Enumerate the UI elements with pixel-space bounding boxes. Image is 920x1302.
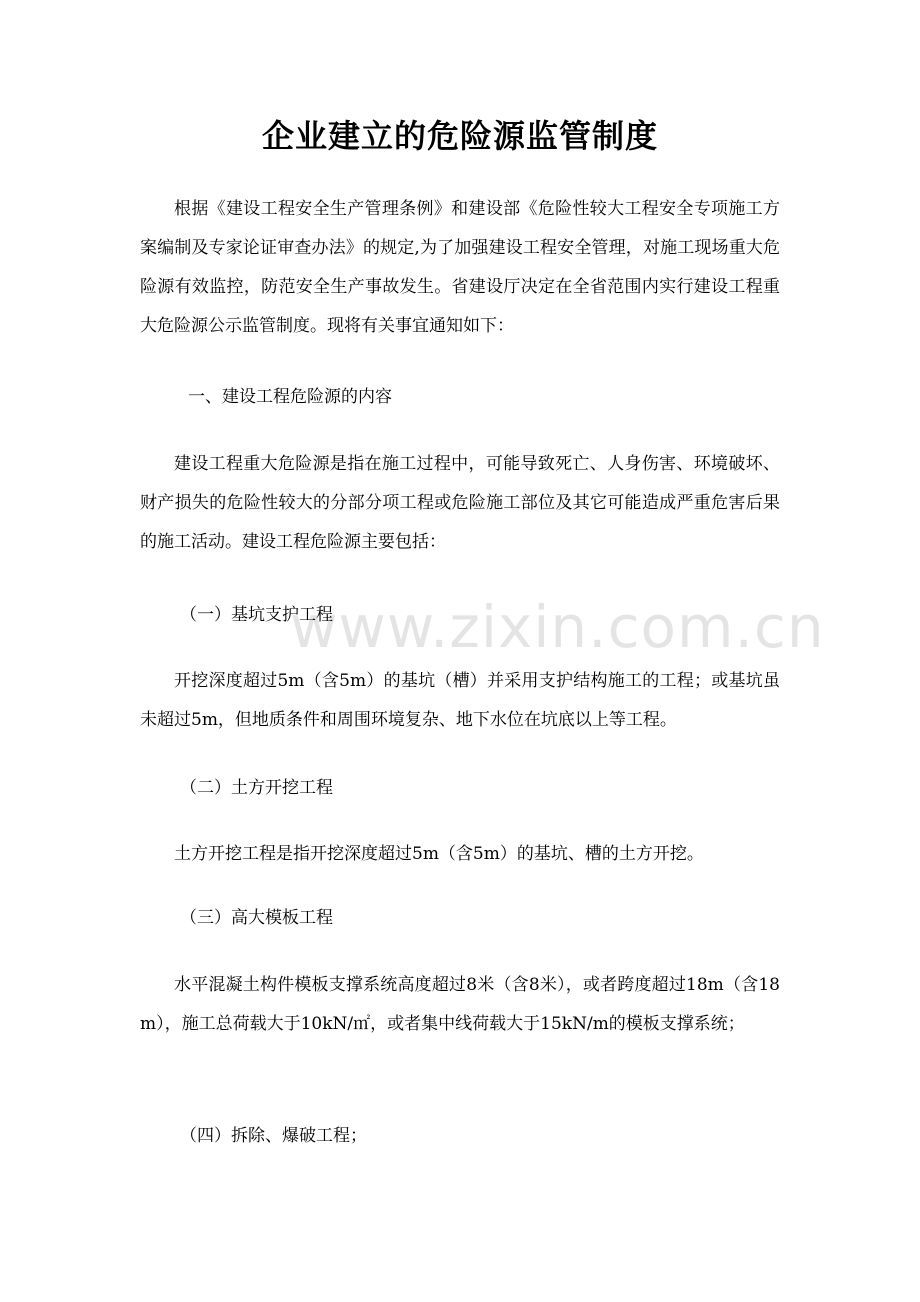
item-2-paragraph: 土方开挖工程是指开挖深度超过5m（含5m）的基坑、槽的土方开挖。 (174, 844, 704, 864)
item-heading-4: （四）拆除、爆破工程； (180, 1126, 367, 1146)
watermark: www.zixin.com.cn (290, 593, 825, 661)
item-1-paragraph: 开挖深度超过5m（含5m）的基坑（槽）并采用支护结构施工的工程；或基坑虽未超过5m，但地质条件和周围环境复杂、地下水位在坑底以上等工程。 (140, 671, 780, 730)
item-heading-2: （二）土方开挖工程 (180, 778, 333, 798)
item-heading-3: （三）高大模板工程 (180, 908, 333, 928)
document-title: 企业建立的危险源监管制度 (261, 117, 658, 155)
intro-paragraph: 根据《建设工程安全生产管理条例》和建设部《危险性较大工程安全专项施工方案编制及专家论证审查办法》的规定,为了加强建设工程安全管理，对施工现场重大危险源有效监控，防范安全生产事故发生。省建设厅决定在全省范围内实行建设工程重大危险源公示监管制度。现将有关事宜通知如下： (140, 199, 780, 336)
section-heading-1: 一、建设工程危险源的内容 (188, 387, 392, 407)
item-3-paragraph: 水平混凝土构件模板支撑系统高度超过8米（含8米），或者跨度超过18m（含18m），施工总荷载大于10kN/㎡，或者集中线荷载大于15kN/m的模板支撑系统； (140, 975, 780, 1034)
section-1-paragraph: 建设工程重大危险源是指在施工过程中，可能导致死亡、人身伤害、环境破坏、财产损失的危险性较大的分部分项工程或危险施工部位及其它可能造成严重危害后果的施工活动。建设工程危险源主要包括： (140, 454, 780, 552)
item-heading-1: （一）基坑支护工程 (180, 605, 333, 625)
